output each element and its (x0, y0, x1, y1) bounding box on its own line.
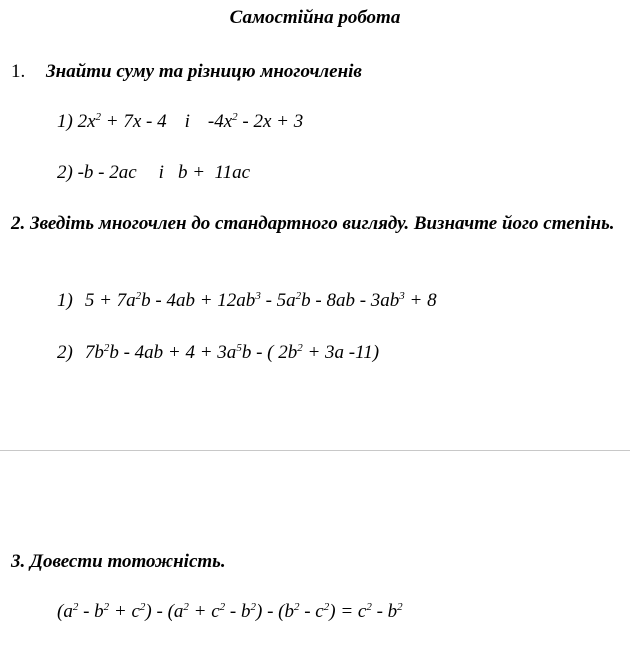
task-2-item-1 (57, 290, 437, 312)
expression: $7b^2b - 4ab + 4 + 3a^5b$ - ( $2b^2 + 3a$ -11) (84, 342, 380, 363)
item-label: 1) (57, 290, 73, 311)
task-3-identity: $(a^2 - b^2 + c^2) - (a^2 + c^2 - b^2) - (b^2 - c^2) = c^2 - b^2$ (57, 601, 403, 622)
section-divider (0, 450, 630, 451)
item-label: 2) (57, 162, 73, 183)
conjunction: і (184, 111, 190, 132)
task-2-instruction: 2. Зведіть многочлен до стандартного вигляду. Визначте його степінь. (11, 213, 615, 234)
task-3-instruction: 3. Довести тотожність. (11, 551, 226, 572)
task-1-number: 1. (11, 61, 26, 82)
page-title: Самостійна робота (229, 7, 401, 28)
expression-a: $2x^2 + 7x - 4$ (77, 111, 167, 132)
expression-b: $-4x^2 - 2x + 3$ (207, 111, 304, 132)
expression: $5 + 7a^2b - 4ab + 12ab^3 - 5a^2b - 8ab - 3ab^3 + 8$ (84, 290, 437, 311)
conjunction: і (158, 162, 164, 183)
task-2-item-2 (57, 342, 379, 364)
item-label: 2) (57, 342, 73, 363)
item-label: 1) (57, 111, 73, 132)
task-1-item-2 (57, 162, 250, 184)
task-1-item-1 (57, 111, 303, 133)
task-1-instruction: Знайти суму та різницю многочленів (46, 61, 362, 82)
expression-a: -b - 2ac (77, 162, 137, 183)
expression-b: b + 11ac (177, 162, 251, 183)
